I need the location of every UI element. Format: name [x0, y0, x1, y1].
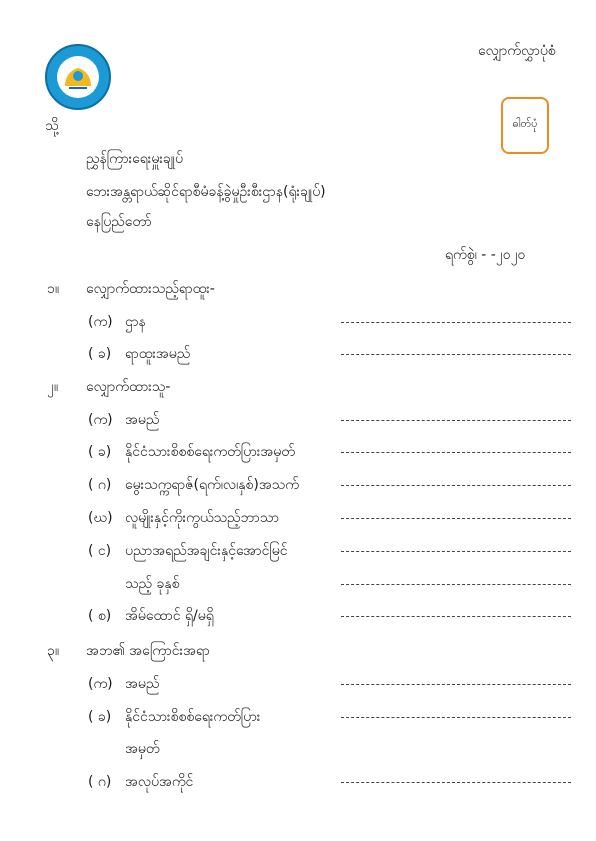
photo-box-label: ဓါတ်ပုံ: [512, 117, 538, 130]
answer-line[interactable]: [341, 717, 571, 718]
item-label: အမည်: [125, 676, 160, 692]
item-marker: (က): [88, 412, 113, 428]
item-label: ပညာအရည်အချင်းနှင့်အောင်မြင်: [125, 543, 288, 559]
section-number: ၂။: [47, 379, 59, 395]
addressee-line-3: နေပြည်တော်: [86, 214, 152, 230]
answer-line[interactable]: [341, 551, 571, 552]
section-number: ၁။: [47, 281, 60, 297]
item-label: အလုပ်အကိုင်: [125, 774, 194, 790]
section-number: ၃။: [47, 643, 60, 659]
item-marker: ( ခ): [88, 709, 112, 725]
answer-line[interactable]: [341, 584, 571, 585]
item-label: ဌာန: [125, 314, 146, 330]
hands-emblem-icon: [57, 56, 99, 98]
answer-line[interactable]: [341, 518, 571, 519]
item-marker: ( စ): [88, 608, 112, 624]
addressee-to: သို့: [45, 118, 59, 134]
section-title: လျှောက်ထားသူ-: [86, 379, 171, 395]
section-title: အဘ၏ အကြောင်းအရာ: [86, 643, 210, 659]
item-label: ရာထူးအမည်: [125, 346, 191, 362]
item-label: နိုင်ငံသားစိစစ်ရေးကတ်ပြားအမှတ်: [125, 444, 295, 460]
photo-box: [501, 97, 549, 154]
item-marker: (က): [88, 314, 113, 330]
item-marker: (က): [88, 676, 113, 692]
item-marker: ( ခ): [88, 444, 112, 460]
answer-line[interactable]: [341, 684, 571, 685]
item-label: အိမ်ထောင် ရှိ/မရှိ: [125, 608, 214, 624]
answer-line[interactable]: [341, 420, 571, 421]
item-label: အမည်: [125, 412, 160, 428]
addressee-line-2: ဘေးအန္တရာယ်ဆိုင်ရာစီမံခန့်ခွဲမှုဦးစီးဌာန(ရုံးချုပ်): [86, 184, 326, 200]
section-title: လျှောက်ထားသည့်ရာထူး-: [86, 281, 215, 297]
item-label: မွေးသက္ကရာဇ်(ရက်၊လ၊နှစ်)အသက်: [125, 477, 299, 493]
item-marker: ( င): [88, 543, 112, 559]
answer-line[interactable]: [341, 782, 571, 783]
date-line: ရက်စွဲ၊ - -၂၀၂၀: [445, 247, 526, 263]
item-label: နိုင်ငံသားစိစစ်ရေးကတ်ပြား: [125, 709, 261, 725]
addressee-line-1: ညွှန်ကြားရေးမှူးချုပ်: [86, 151, 183, 167]
item-marker: ( ဂ): [88, 477, 112, 493]
form-title: လျှောက်လွှာပုံစံ: [478, 43, 556, 59]
answer-line[interactable]: [341, 354, 571, 355]
answer-line[interactable]: [341, 485, 571, 486]
item-marker: (ဃ): [88, 510, 113, 526]
answer-line[interactable]: [341, 452, 571, 453]
item-label-continued: အမှတ်: [125, 741, 160, 757]
item-marker: ( ခ): [88, 346, 112, 362]
item-label: လူမျိုးနှင့်ကိုးကွယ်သည့်ဘာသာ: [125, 510, 280, 526]
answer-line[interactable]: [341, 322, 571, 323]
item-marker: ( ဂ): [88, 774, 112, 790]
item-label-continued: သည့် ခုနှစ်: [125, 576, 180, 592]
department-logo: [45, 44, 111, 110]
answer-line[interactable]: [341, 616, 571, 617]
